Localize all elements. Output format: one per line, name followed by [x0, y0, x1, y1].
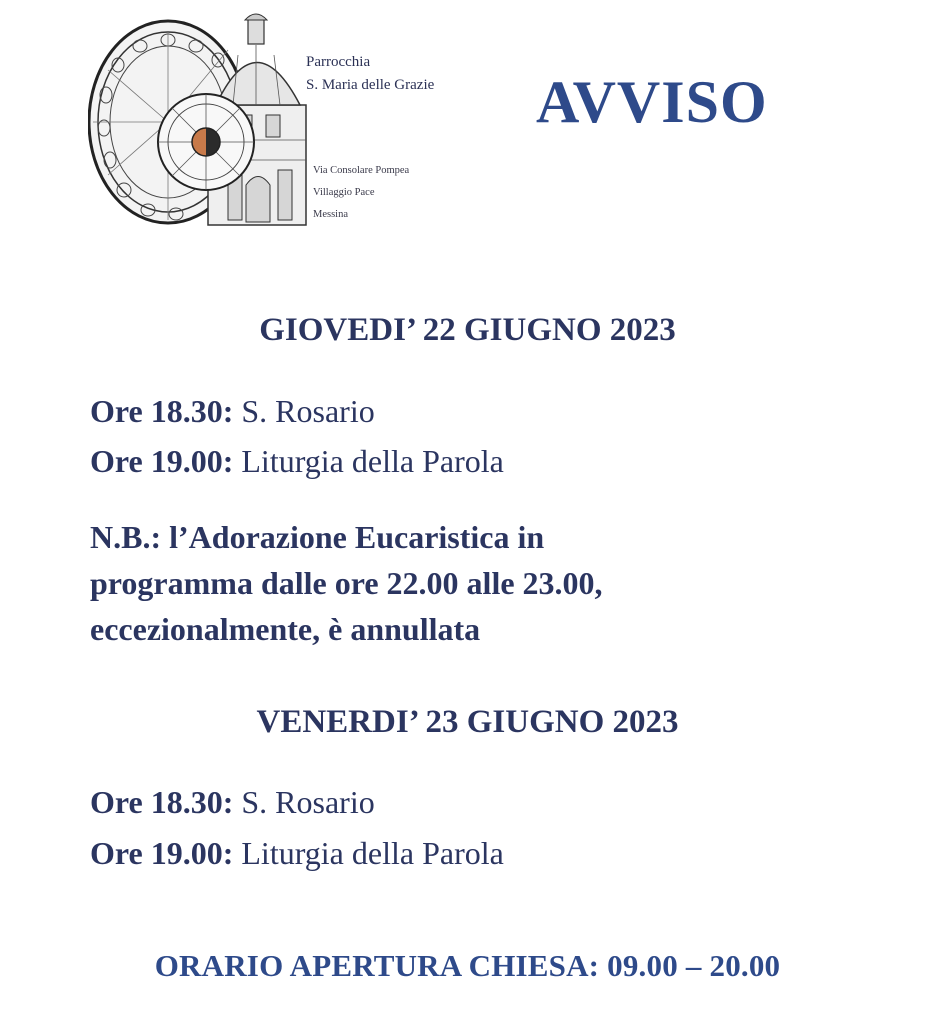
- event-desc: S. Rosario: [241, 784, 375, 820]
- event-desc: Liturgia della Parola: [241, 443, 504, 479]
- address-line-2: Villaggio Pace: [313, 187, 375, 198]
- parish-address: [313, 160, 409, 226]
- event-time: Ore 18.30:: [90, 393, 234, 429]
- note-line-2: programma dalle ore 22.00 alle 23.00,: [90, 565, 603, 601]
- address-line-1: Via Consolare Pompea: [313, 165, 410, 176]
- event-time: Ore 19.00:: [90, 835, 234, 871]
- event-line: [90, 833, 504, 873]
- event-time: Ore 18.30:: [90, 784, 234, 820]
- event-line: [90, 441, 504, 481]
- church-opening-hours: ORARIO APERTURA CHIESA: 09.00 – 20.00: [154, 948, 781, 983]
- parish-name-block: [306, 51, 434, 97]
- cancellation-note: [90, 514, 910, 652]
- notice-title: AVVISO: [536, 69, 768, 135]
- event-line: [90, 782, 375, 822]
- parish-label: Parrocchia: [306, 54, 371, 70]
- parish-name: S. Maria delle Grazie: [306, 77, 435, 93]
- note-line-1: N.B.: l’Adorazione Eucaristica in: [90, 519, 545, 555]
- address-line-3: Messina: [313, 209, 348, 220]
- parish-logo: [88, 10, 310, 235]
- event-desc: Liturgia della Parola: [241, 835, 504, 871]
- event-line: [90, 391, 375, 431]
- note-line-3: eccezionalmente, è annullata: [90, 611, 481, 647]
- event-time: Ore 19.00:: [90, 443, 234, 479]
- day-heading-thursday: GIOVEDI’ 22 GIUGNO 2023: [259, 312, 676, 348]
- day-heading-friday: VENERDI’ 23 GIUGNO 2023: [256, 704, 679, 740]
- event-desc: S. Rosario: [241, 393, 375, 429]
